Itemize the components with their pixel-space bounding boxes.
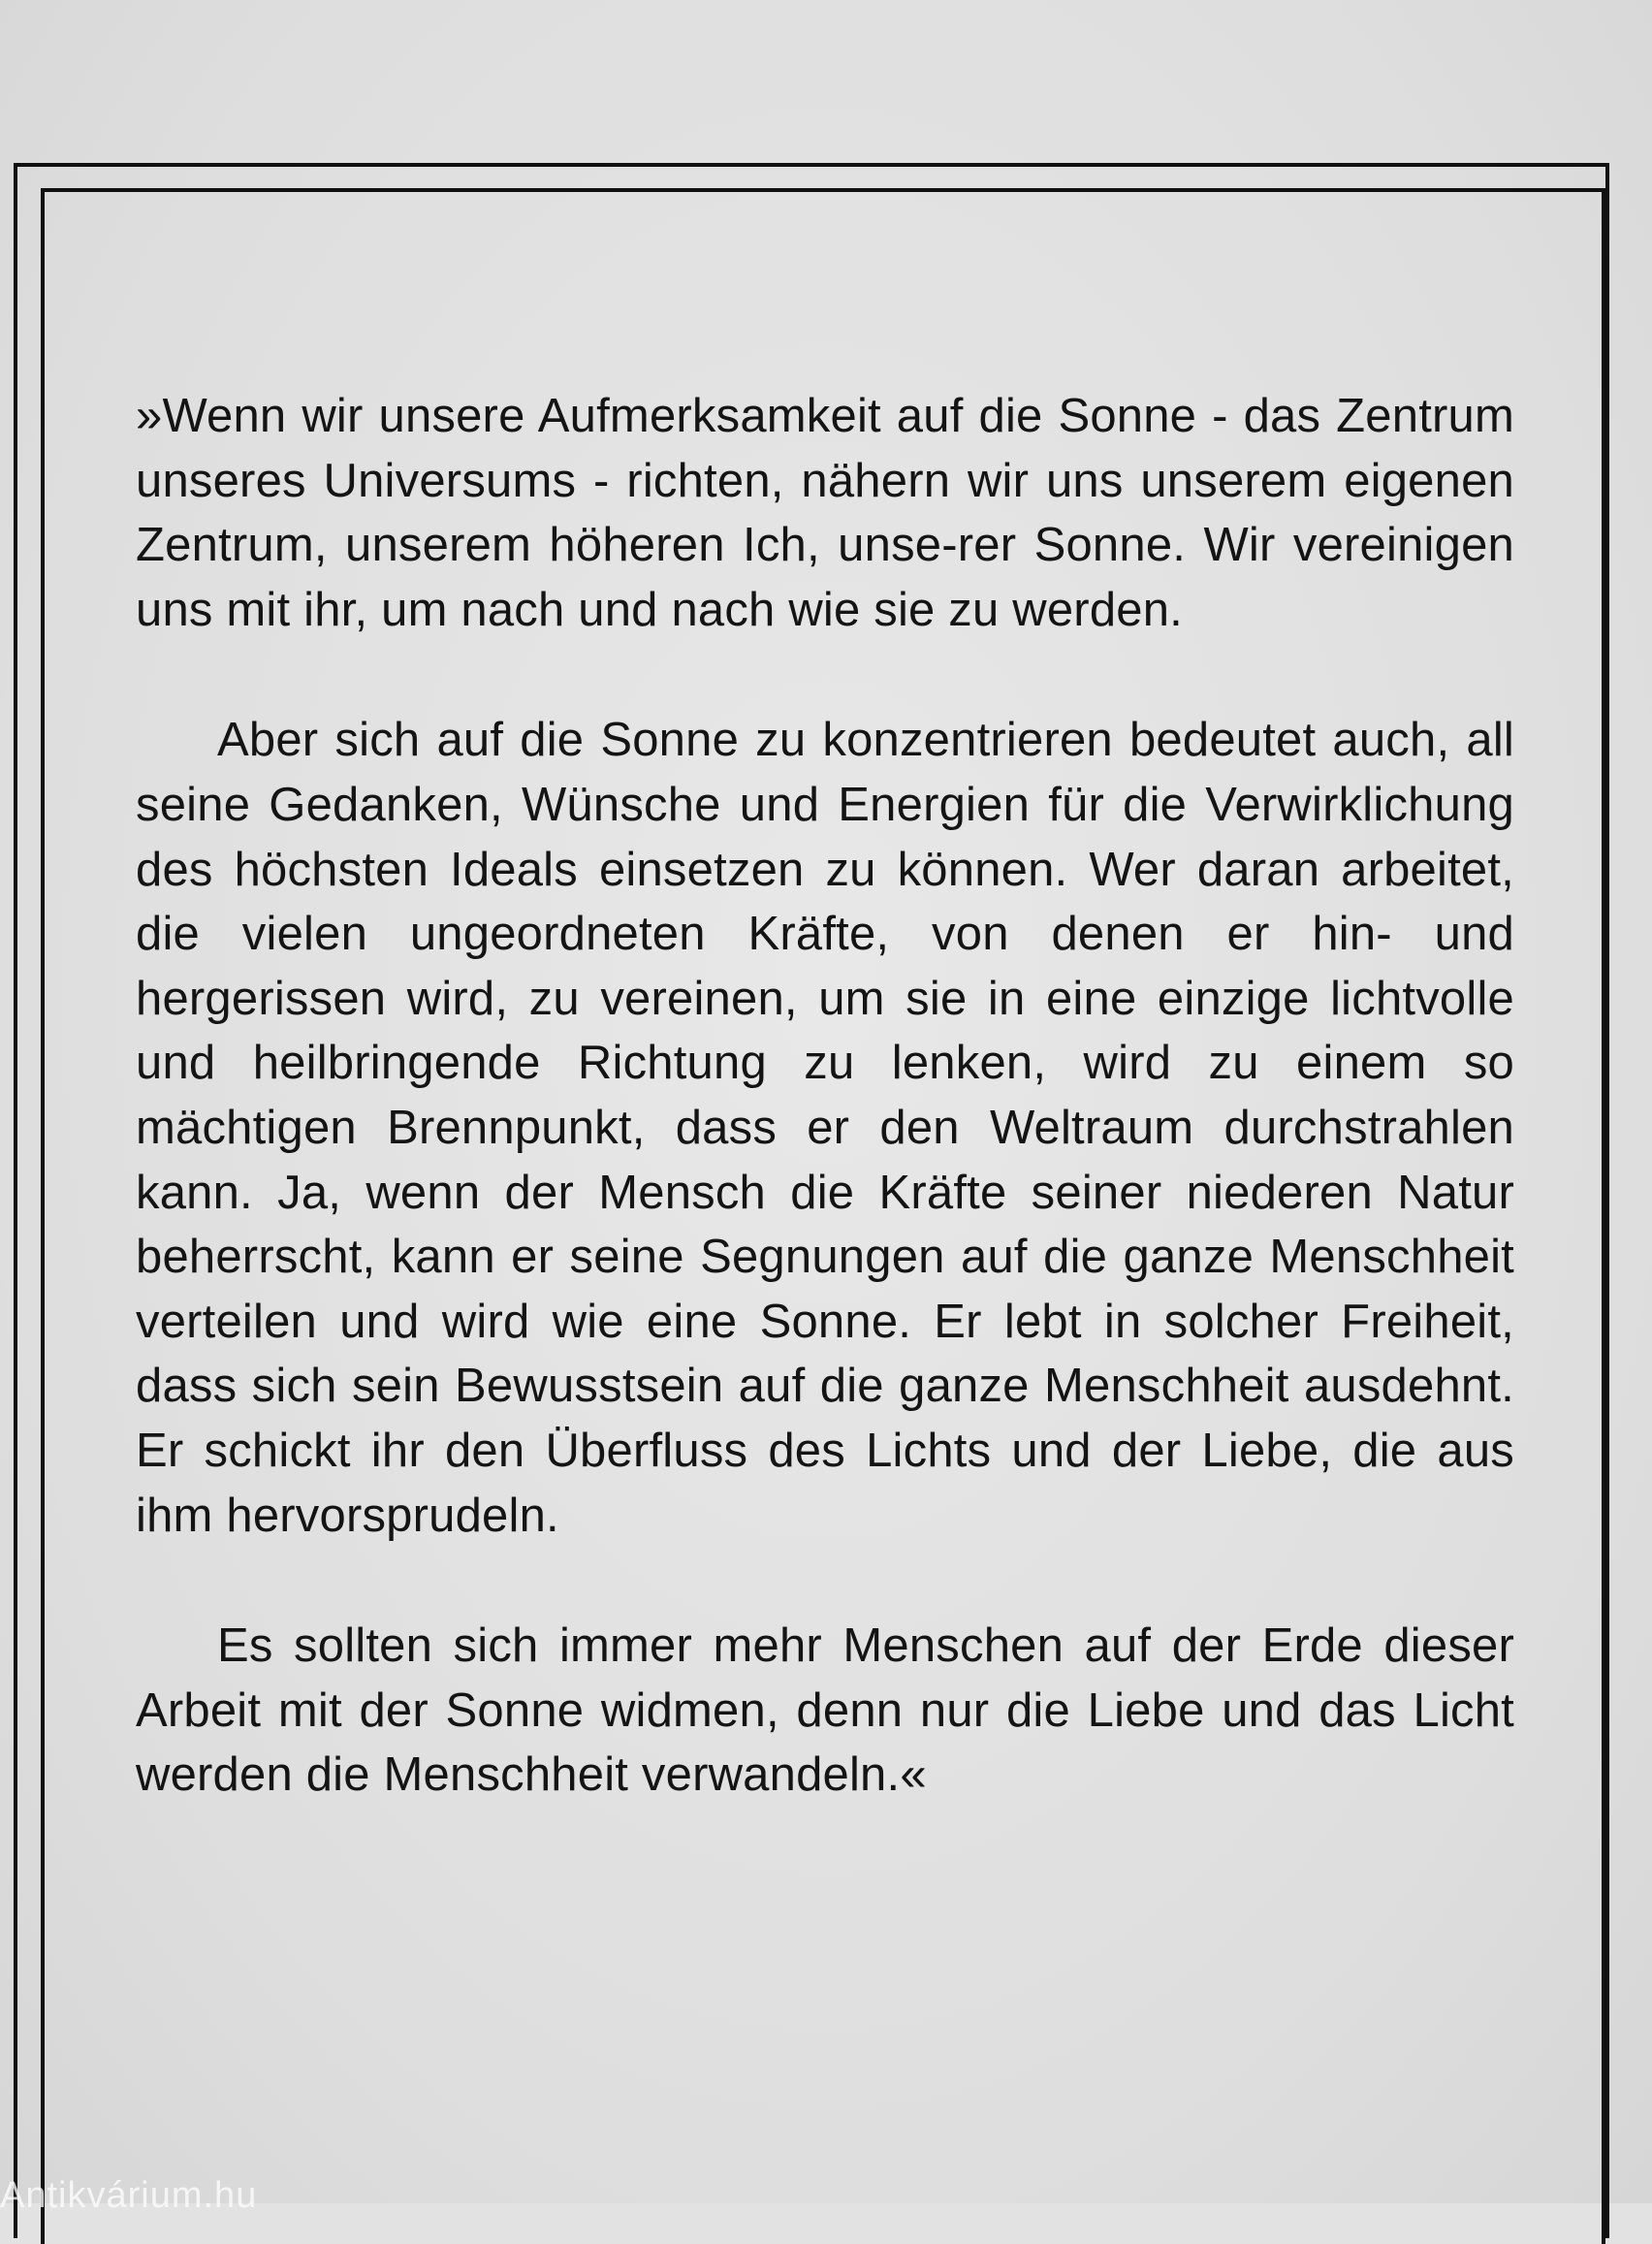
paragraph-1: »Wenn wir unsere Aufmerksamkeit auf die Sonne - das Zentrum unseres Universums - richten, nähern wir uns unserem eigenen Zentrum, unserem höheren Ich, unse-rer Sonne. Wir vereinigen uns mit ihr, um nach und nach wie sie zu werden. [136,390,1514,636]
quote-text-block [136,384,1514,1808]
paragraph-2: Aber sich auf die Sonne zu konzentrieren bedeutet auch, all seine Gedanken, Wünsche und Energien für die Verwirklichung des höchsten Ideals einsetzen zu können. Wer daran arbeitet, die vielen ungeordneten Kräfte, von denen er hin- und hergerissen wird, zu vereinen, um sie in eine einzige lichtvolle und heilbringende Richtung zu lenken, wird zu einem so mächtigen Brennpunkt, dass er den Weltraum durchstrahlen kann. Ja, wenn der Mensch die Kräfte seiner niederen Natur beherrscht, kann er seine Segnungen auf die ganze Menschheit verteilen und wird wie eine Sonne. Er lebt in solcher Freiheit, dass sich sein Bewusstsein auf die ganze Menschheit ausdehnt. Er schickt ihr den Überfluss des Lichts und der Liebe, die aus ihm hervorsprudeln. [136,714,1514,1542]
paragraph-3: Es sollten sich immer mehr Menschen auf der Erde dieser Arbeit mit der Sonne widmen, denn nur die Liebe und das Licht werden die Menschheit verwandeln.« [136,1619,1514,1802]
watermark-text: Antikvárium.hu [0,2175,258,2216]
